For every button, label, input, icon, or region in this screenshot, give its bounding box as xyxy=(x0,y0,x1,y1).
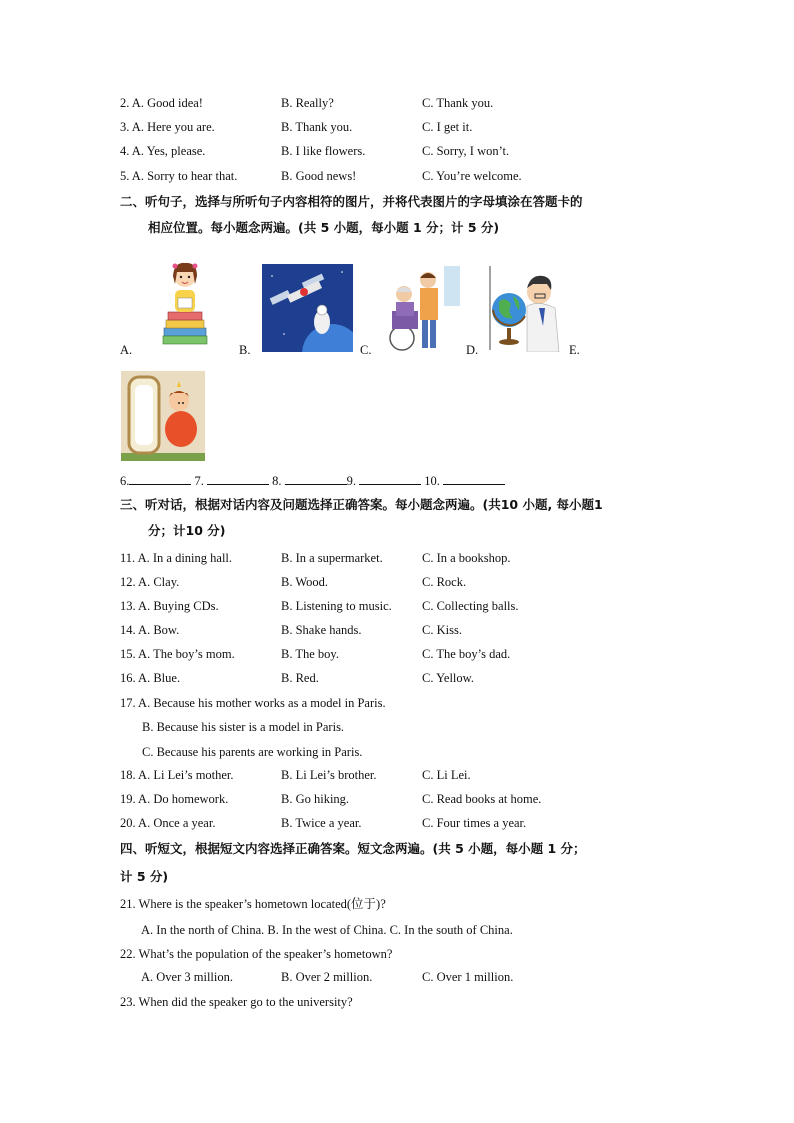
option-b: B. Twice a year. xyxy=(281,816,362,830)
option-c: C. Thank you. xyxy=(422,96,494,110)
section2-heading-line1: 二、听句子，选择与所听句子内容相符的图片，并将代表图片的字母填涂在答题卡的 xyxy=(120,194,583,209)
question-22 xyxy=(120,946,392,962)
man-with-globe-icon xyxy=(487,266,562,352)
picture-label-d: D. xyxy=(466,343,479,357)
section-heading xyxy=(120,841,586,857)
space-station-astronaut-icon xyxy=(262,264,353,352)
question-23 xyxy=(120,994,353,1010)
option-a: 20. A. Once a year. xyxy=(120,816,216,830)
option-c: C. Li Lei. xyxy=(422,768,471,782)
option-b: B. Really? xyxy=(281,96,334,110)
girl-at-mirror-icon xyxy=(121,371,205,461)
question-23-text: 23. When did the speaker go to the university? xyxy=(120,995,353,1009)
blank-10-label: 10. xyxy=(424,474,440,488)
section4-heading-line1: 四、听短文，根据短文内容选择正确答案。短文念两遍。(共 5 小题，每小题 1 分； xyxy=(120,841,586,856)
option-c: C. Collecting balls. xyxy=(422,599,519,613)
option-c: C. Sorry, I won’t. xyxy=(422,144,510,158)
answer-blank-7[interactable] xyxy=(207,472,269,485)
option-b: B. Thank you. xyxy=(281,120,353,134)
section-heading xyxy=(120,194,583,210)
question-21 xyxy=(120,896,386,912)
option-c: C. Kiss. xyxy=(422,623,462,637)
option-a: 4. A. Yes, please. xyxy=(120,144,206,158)
option-c: C. In a bookshop. xyxy=(422,551,511,565)
question-row xyxy=(120,169,720,185)
answer-blank-9[interactable] xyxy=(359,472,421,485)
option-a: 18. A. Li Lei’s mother. xyxy=(120,768,234,782)
option-c: C. I get it. xyxy=(422,120,473,134)
option-b: B. Wood. xyxy=(281,575,329,589)
option-b: B. The boy. xyxy=(281,647,339,661)
option-b: B. Good news! xyxy=(281,169,357,183)
question-21-options: A. In the north of China. B. In the west of China. C. In the south of China. xyxy=(141,923,513,937)
option-a: A. Over 3 million. xyxy=(141,970,234,984)
option-c: C. Read books at home. xyxy=(422,792,542,806)
section4-heading-line2: 计 5 分) xyxy=(120,869,169,884)
blank-8-label: 8. xyxy=(272,474,282,488)
blank-7-label: 7. xyxy=(194,474,204,488)
option-b: B. Li Lei’s brother. xyxy=(281,768,377,782)
section-heading-cont xyxy=(120,869,168,885)
option-b: B. I like flowers. xyxy=(281,144,366,158)
option-a: 15. A. The boy’s mom. xyxy=(120,647,235,661)
option-a: 3. A. Here you are. xyxy=(120,120,215,134)
question-22-text: 22. What’s the population of the speaker’s hometown? xyxy=(120,947,393,961)
question-row xyxy=(120,768,720,784)
q17-option-a: 17. A. Because his mother works as a model in Paris. xyxy=(120,696,386,710)
blank-6-label: 6. xyxy=(120,474,130,488)
question-row xyxy=(120,623,720,639)
picture-label-c: C. xyxy=(360,343,372,357)
section-heading xyxy=(120,497,603,513)
option-b: B. Listening to music. xyxy=(281,599,392,613)
question-row xyxy=(120,575,720,591)
question-row xyxy=(120,144,720,160)
option-a: 14. A. Bow. xyxy=(120,623,180,637)
picture-label-e: E. xyxy=(569,343,580,357)
section3-heading-line1: 三、听对话，根据对话内容及问题选择正确答案。每小题念两遍。(共10 小题, 每小题1 xyxy=(120,497,603,512)
answer-blank-10[interactable] xyxy=(443,472,505,485)
blank-9-label: 9. xyxy=(346,474,356,488)
section-heading-cont xyxy=(148,523,225,539)
section2-heading-line2: 相应位置。每小题念两遍。(共 5 小题，每小题 1 分；计 5 分) xyxy=(148,220,500,235)
option-a: 11. A. In a dining hall. xyxy=(120,551,233,565)
option-b: B. Red. xyxy=(281,671,319,685)
girl-reading-books-icon xyxy=(160,258,210,350)
helping-old-man-wheelchair-icon xyxy=(384,266,460,352)
option-b: B. Shake hands. xyxy=(281,623,362,637)
question-row xyxy=(120,96,720,112)
option-c: C. Over 1 million. xyxy=(422,970,514,984)
q17-option-c: C. Because his parents are working in Paris. xyxy=(142,745,363,759)
answer-blanks-row xyxy=(120,472,505,489)
option-c: C. Four times a year. xyxy=(422,816,527,830)
option-c: C. You’re welcome. xyxy=(422,169,522,183)
q17-option-b: B. Because his sister is a model in Paris. xyxy=(142,720,345,734)
option-c: C. Yellow. xyxy=(422,671,474,685)
option-c: C. The boy’s dad. xyxy=(422,647,511,661)
option-a: 16. A. Blue. xyxy=(120,671,181,685)
option-b: B. Over 2 million. xyxy=(281,970,373,984)
question-row xyxy=(120,647,720,663)
option-a: 13. A. Buying CDs. xyxy=(120,599,219,613)
question-row xyxy=(120,816,720,832)
question-22-options xyxy=(141,970,741,986)
option-a: 2. A. Good idea! xyxy=(120,96,203,110)
option-a: 19. A. Do homework. xyxy=(120,792,229,806)
picture-label-a: A. xyxy=(120,343,133,357)
question-row xyxy=(120,599,720,615)
option-b: B. In a supermarket. xyxy=(281,551,383,565)
option-a: 12. A. Clay. xyxy=(120,575,180,589)
answer-blank-8[interactable] xyxy=(285,472,347,485)
option-b: B. Go hiking. xyxy=(281,792,350,806)
option-a: 5. A. Sorry to hear that. xyxy=(120,169,238,183)
picture-label-b: B. xyxy=(239,343,251,357)
section3-heading-line2: 分；计10 分) xyxy=(148,523,226,538)
question-row xyxy=(120,792,720,808)
answer-blank-6[interactable] xyxy=(129,472,191,485)
option-c: C. Rock. xyxy=(422,575,467,589)
question-21-text: 21. Where is the speaker’s hometown located(位于)? xyxy=(120,897,386,911)
question-row xyxy=(120,671,720,687)
section-heading-cont xyxy=(148,220,499,236)
question-row xyxy=(120,551,720,567)
question-row xyxy=(120,120,720,136)
